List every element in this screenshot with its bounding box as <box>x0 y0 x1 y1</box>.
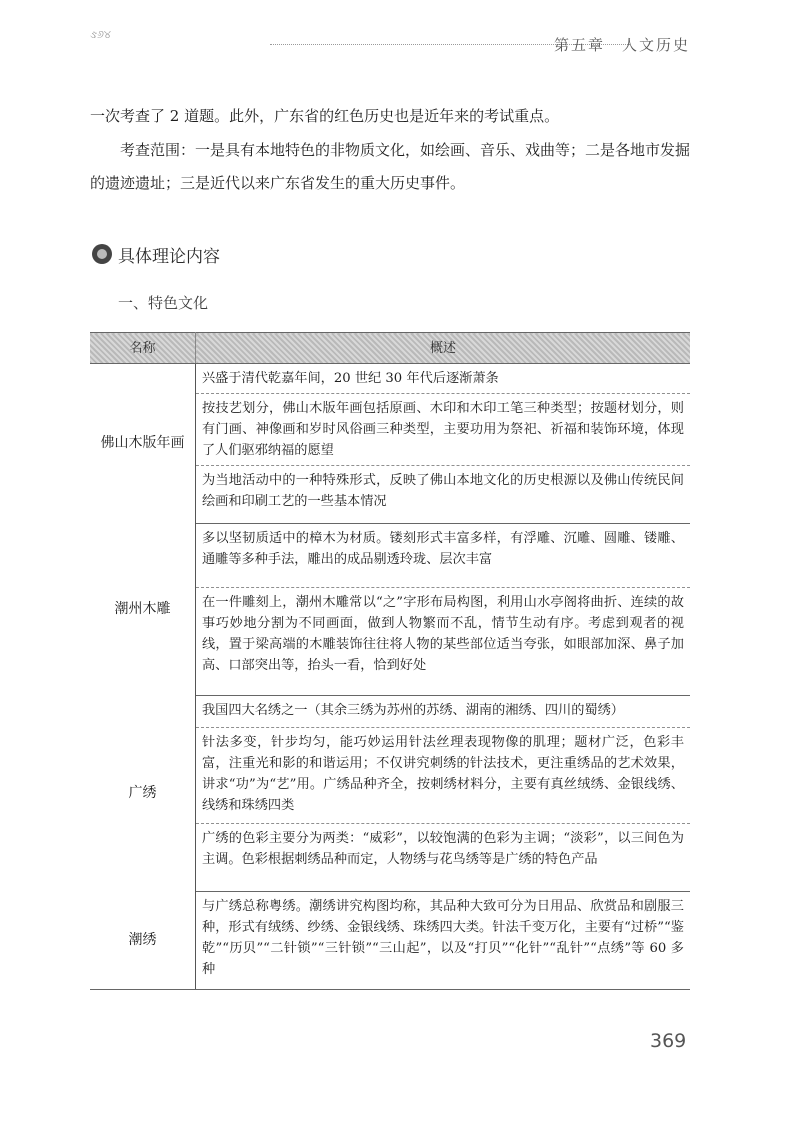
culture-table <box>90 332 690 990</box>
paragraph-continued: 一次考查了 2 道题。此外，广东省的红色历史也是近年来的考试重点。 <box>90 107 560 125</box>
table-row <box>90 696 690 728</box>
table-cell: 与广绣总称粤绣。潮绣讲究构图均称，其品种大致可分为日用品、欣赏品和剧服三种，形式有绒绣、纱绣、金银线绣、珠绣四大类。针法千变万化，主要有“过桥”“鉴乾”“历贝”“二针锁”“三针锁”“三山起”，以及“打贝”“化针”“乱针”“点绣”等 60 多种 <box>196 892 691 990</box>
table-row <box>90 524 690 588</box>
table-row <box>90 364 690 394</box>
table-row <box>90 892 690 990</box>
header-name: 名称 <box>90 333 196 364</box>
page-header <box>90 28 690 58</box>
table-cell: 为当地活动中的一种特殊形式，反映了佛山本地文化的历史根源以及佛山传统民间绘画和印刷工艺的一些基本情况 <box>196 466 691 524</box>
table-cell: 兴盛于清代乾嘉年间，20 世纪 30 年代后逐渐萧条 <box>196 364 691 394</box>
table-cell: 多以坚韧质适中的樟木为材质。镂刻形式丰富多样，有浮雕、沉雕、圆雕、镂雕、通雕等多种手法，雕出的成品剔透玲珑、层次丰富 <box>196 524 691 588</box>
chapter-title: 第五章 人文历史 <box>553 36 690 54</box>
table-cell: 我国四大名绣之一（其余三绣为苏州的苏绣、湖南的湘绣、四川的蜀绣） <box>196 696 691 728</box>
corner-mark: ઙ୬୪ <box>90 28 111 41</box>
row-name-chaozhou: 潮州木雕 <box>90 524 196 696</box>
section-heading <box>92 240 220 268</box>
paragraph-scope: 考查范围：一是具有本地特色的非物质文化，如绘画、音乐、戏曲等；二是各地市发掘的遗迹遗址；三是近代以来广东省发生的重大历史事件。 <box>90 141 691 192</box>
table-cell: 按技艺划分，佛山木版年画包括原画、木印和木印工笔三种类型；按题材划分，则有门画、神像画和岁时风俗画三种类型，主要功用为祭祀、祈福和装饰环境，体现了人们驱邪纳福的愿望 <box>196 394 691 466</box>
subsection-title: 一、特色文化 <box>118 294 209 312</box>
page-number: 369 <box>650 1030 687 1052</box>
row-name-foshan: 佛山木版年画 <box>90 364 196 524</box>
table-header-row <box>90 333 690 364</box>
table-cell: 针法多变，针步均匀，能巧妙运用针法丝理表现物像的肌理；题材广泛，色彩丰富，注重光和影的和谐运用；不仅讲究刺绣的针法技术，更注重绣品的艺术效果，讲求“功”为“艺”用。广绣品种齐全，按刺绣材料分，主要有真丝绒绣、金银线绣、线绣和珠绣四类 <box>196 728 691 824</box>
section-title: 具体理论内容 <box>118 246 220 267</box>
table-cell: 广绣的色彩主要分为两类：“威彩”，以较饱满的色彩为主调；“淡彩”，以三间色为主调。色彩根据刺绣品种而定，人物绣与花鸟绣等是广绣的特色产品 <box>196 824 691 892</box>
row-name-chaoxiu: 潮绣 <box>90 892 196 990</box>
header-overview: 概述 <box>196 333 691 364</box>
section-badge-icon <box>92 244 112 264</box>
row-name-guangxiu: 广绣 <box>90 696 196 892</box>
table-cell: 在一件雕刻上，潮州木雕常以“之”字形布局构图，利用山水亭阁将曲折、连续的故事巧妙地分割为不同画面，做到人物繁而不乱，情节生动有序。考虑到观者的视线，置于梁高端的木雕装饰往往将人物的某些部位适当夸张，如眼部加深、鼻子加高、口部突出等，抬头一看，恰到好处 <box>196 588 691 696</box>
